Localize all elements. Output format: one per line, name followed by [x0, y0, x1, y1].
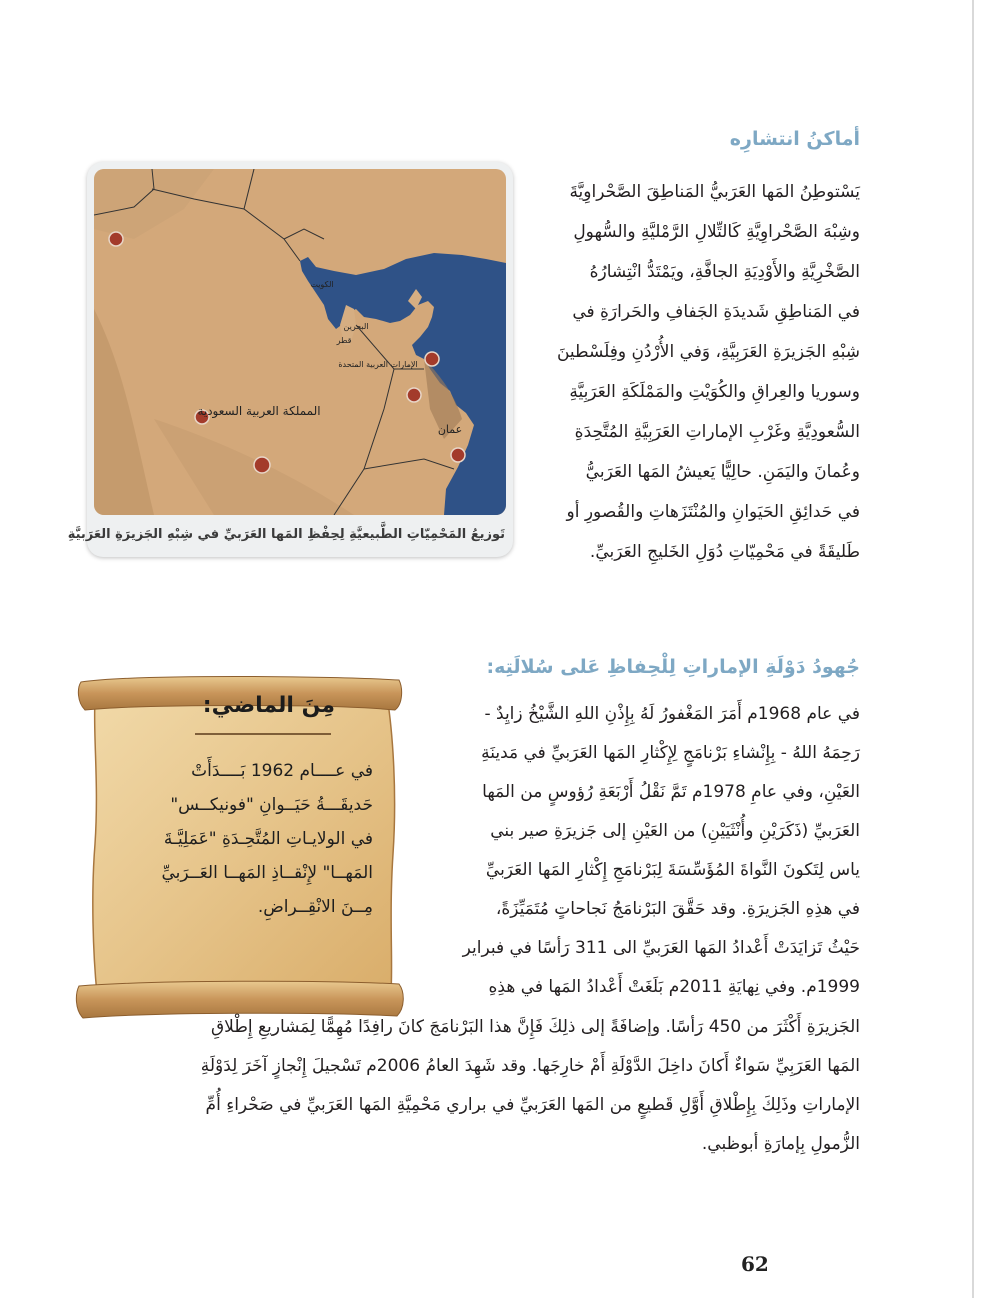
scroll-line: المَهــا" لإِنْقــاذِ المَهــا العَــرَبيِّ	[161, 863, 373, 883]
reserve-marker	[407, 388, 421, 402]
paragraph-line: وعُمانَ واليَمَنِ. حالِيًّا يَعيشُ المَها العَرَبيُّ	[585, 462, 860, 482]
paragraph-line: المَها العَرَبِيِّ سَواءٌ أَكانَ داخِلَ الدَّوْلَةِ أَمْ خارِجَها. وقد شَهِدَ العامُ 2006م تَسْجيلَ إِنْجازٍ آخَرَ لِدَوْلَةِ	[200, 1056, 860, 1076]
label-uae: الإمارات العربية المتحدة	[338, 360, 418, 369]
page-edge	[972, 0, 974, 1298]
arabian-peninsula-map	[94, 169, 506, 515]
from-the-past-scroll	[75, 674, 405, 1024]
paragraph-line: شِبْهِ الجَزيرَةِ العَرَبِيَّةِ، وَفي الأُرْدُنِ وفِلَسْطينَ	[556, 342, 860, 362]
paragraph-line: في المَناطِقِ شَديدَةِ الجَفافِ والحَرارَةِ في	[572, 302, 860, 322]
scroll-line: في عــــام 1962 بَــــدَأَتْ	[191, 761, 373, 781]
paragraph-line: الصَّخْرِيَّةِ والأَوْدِيَةِ الجافَّةِ، ويَمْتَدُّ انْتِشارُهُ	[589, 262, 860, 282]
paragraph-line: السُّعودِيَّةِ وغَرْبِ الإماراتِ العَرَبِيَّةِ المُتَّحِدَةِ	[574, 422, 860, 442]
reserve-marker	[109, 232, 123, 246]
page-number: 62	[741, 1252, 769, 1276]
paragraph-line: حَيْثُ تَزايَدَتْ أَعْدادُ المَها العَرَبيِّ الى 311 رَأسًا في فبراير	[462, 938, 860, 958]
paragraph-line: الزُّمولِ بِإمارَةِ أبوظبي.	[701, 1134, 860, 1154]
paragraph-line: وشِبْهَ الصَّحْراوِيَّةِ كَالتِّلالِ الرَّمْليَّةِ والسُّهولِ	[573, 222, 860, 242]
paragraph-line: الإماراتِ وذَلِكَ بِإِطْلاقِ أَوَّلِ قَطيعٍ من المَها العَرَبيِّ في براري مَحْمِيَّةِ المَها العَرَبيِّ في صَحْراءِ أُمِّ	[205, 1095, 860, 1115]
paragraph-line: 1999م. وفي نِهايَةِ 2011م بَلَغَتْ أَعْدادُ المَها في هذِهِ	[488, 977, 860, 997]
paragraph-line: ياس لِتَكونَ النَّواةَ المُؤَسِّسَةَ لِبَرْنامَجِ إِكْثارِ المَها العَرَبيِّ	[485, 860, 860, 880]
paragraph-line: في عام 1968م أَمَرَ المَغْفورُ لَهُ بِإِذْنِ اللهِ الشَّيْخُ زايِدٌ -	[484, 704, 860, 724]
efforts-paragraph-narrow	[424, 695, 860, 1007]
distribution-paragraph	[532, 172, 860, 572]
section-title-uae-efforts: جُهودُ دَوْلَةِ الإماراتِ لِلْحِفاظِ عَلى سُلالَتِه:	[486, 656, 860, 678]
paragraph-line: رَحِمَهُ اللهُ - بِإِنْشاءِ بَرْنامَجٍ لِإِكْثارِ المَها العَرَبيِّ في مَدينَةِ	[481, 743, 860, 763]
scroll-text	[111, 754, 373, 924]
section-title-distribution: أماكنُ انتشارِه	[729, 128, 860, 150]
label-bahrain: البحرين	[343, 322, 369, 331]
paragraph-line: العَرَبيِّ (ذَكَرَيْنِ وأُنْثَيَيْنِ) من العَيْنِ إلى جَزيرَةِ صير بني	[490, 821, 860, 841]
map-figure	[67, 162, 513, 557]
scroll-line: مِــنَ الانْقِــراضِ.	[257, 897, 373, 917]
scroll-heading: مِنَ الماضي:	[202, 693, 335, 718]
label-saudi: المملكة العربية السعودية	[197, 404, 321, 418]
map-caption: تَوزيعُ المَحْمِيّاتِ الطَّبيعيَّةِ لِحِفْظِ المَها العَرَبيِّ في شِبْهِ الجَزيرَةِ العَرَبيَّةِ	[67, 527, 505, 542]
reserve-marker	[254, 457, 270, 473]
paragraph-line: في حَدائِقِ الحَيَوانِ والمُنْتَزَهاتِ والقُصورِ أو	[566, 502, 860, 522]
reserve-marker	[451, 448, 465, 462]
paragraph-line: يَسْتوطِنُ المَها العَرَبيُّ المَناطِقَ الصَّحْراوِيَّةَ	[569, 182, 860, 202]
paragraph-line: وسوريا والعِراقِ والكُوَيْتِ والمَمْلَكَةِ العَرَبِيَّةِ	[569, 382, 860, 402]
label-oman: عمان	[437, 423, 463, 436]
efforts-paragraph-wide	[90, 1008, 860, 1164]
scroll-line: حَديقَـــةُ حَيَــوانِ "فونيكــس"	[170, 795, 373, 815]
scroll-line: في الولايـاتِ المُتَّحِـدَةِ "عَمَلِيَّـةَ	[163, 829, 373, 849]
paragraph-line: العَيْنِ، وفي عامِ 1978م تَمَّ نَقْلُ أَرْبَعَةِ رُؤوسٍ من المَها	[482, 782, 860, 802]
label-qatar: قطر	[336, 336, 352, 345]
label-kuwait: الكويت	[310, 280, 334, 289]
paragraph-line: في هذِهِ الجَزيرَةِ. وقد حَقَّقَ البَرْنامَجُ نَجاحاتٍ مُتَمَيِّزَةً،	[495, 899, 860, 919]
reserve-marker	[425, 352, 439, 366]
paragraph-line: طَليقَةً في مَحْمِيّاتِ دُوَلِ الخَليجِ العَرَبيِّ.	[589, 542, 860, 562]
paragraph-line: الجَزيرَةِ أَكْثَرَ من 450 رَأسًا. وإضافَةً إلى ذلِكَ فَإِنَّ هذا البَرْنامَجَ كانَ رافِدًا مُهِمًّا لِمَشاريعِ إِطْلاقِ	[210, 1017, 860, 1037]
scroll-bottom-roll	[76, 981, 403, 1018]
